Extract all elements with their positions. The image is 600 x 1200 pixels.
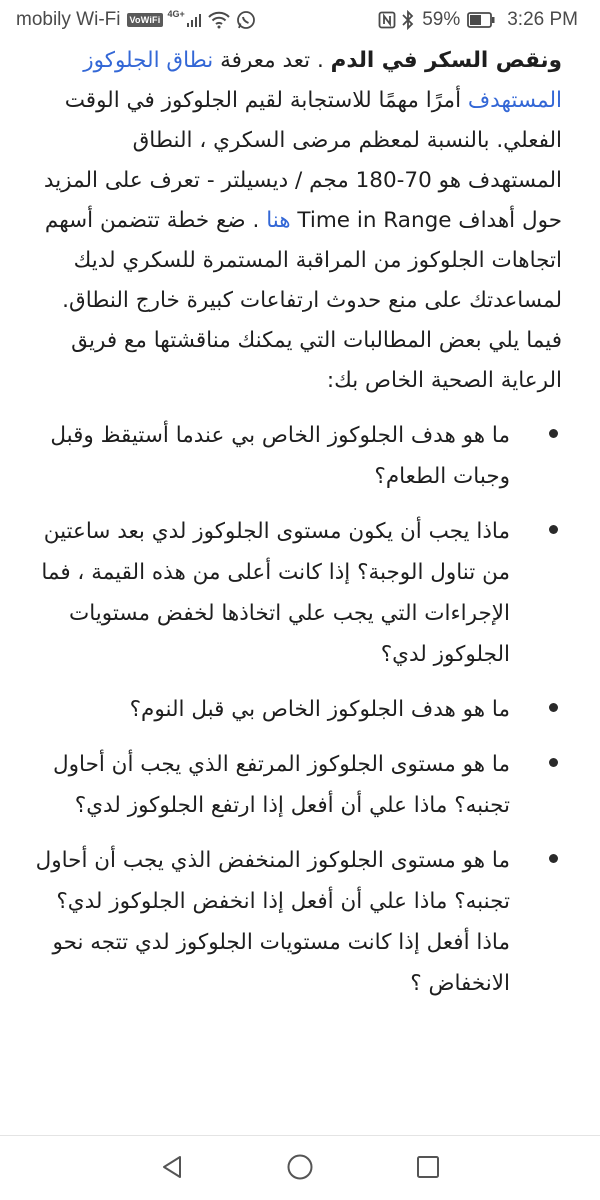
time-in-range-text: Time in Range <box>297 208 452 233</box>
wifi-icon <box>208 11 230 29</box>
intro-text-1: . تعد معرفة <box>213 48 331 73</box>
lead-bold-text: ونقص السكر في الدم <box>330 48 562 73</box>
article-scroll-area[interactable] <box>0 40 600 1135</box>
status-left <box>16 0 262 40</box>
bluetooth-icon <box>402 10 414 30</box>
recents-icon <box>416 1155 440 1183</box>
whatsapp-icon <box>236 10 256 30</box>
status-bar <box>0 0 600 40</box>
intro-text-2: أمرًا مهمًا للاستجابة لقيم الجلوكوز في الوقت الفعلي. بالنسبة لمعظم مرضى السكري ، النطاق المستهدف هو 70-180 مجم / ديسيلتر - تعرف على المزيد حول أهداف <box>43 88 562 233</box>
list-item: ما هو مستوى الجلوكوز المنخفض الذي يجب أن أحاول تجنبه؟ ماذا علي أن أفعل إذا انخفض الجلوكوز لدي؟ ماذا أفعل إذا كانت مستويات الجلوكوز لدي تتجه نحو الانخفاض ؟ <box>34 840 562 1004</box>
article-body <box>0 40 600 1004</box>
navigation-bar <box>0 1135 600 1200</box>
status-right <box>378 0 578 40</box>
link-here[interactable]: هنا <box>266 208 291 233</box>
clock: 3:26 PM <box>507 9 578 30</box>
intro-text-3: . ضع خطة تتضمن أسهم اتجاهات الجلوكوز من المراقبة المستمرة للسكري لديك لمساعدتك على منع حدوث ارتفاعات كبيرة خارج النطاق. فيما يلي بعض المطالبات التي يمكنك مناقشتها مع فريق الرعاية الصحية الخاص بك: <box>44 208 562 393</box>
vowifi-badge: VoWiFi <box>127 13 164 27</box>
recents-button[interactable] <box>413 1154 443 1184</box>
list-item: ما هو هدف الجلوكوز الخاص بي عندما أستيقظ وقبل وجبات الطعام؟ <box>34 415 562 497</box>
list-item: ماذا يجب أن يكون مستوى الجلوكوز لدي بعد ساعتين من تناول الوجبة؟ إذا كانت أعلى من هذه القيمة ، فما الإجراءات التي يجب علي اتخاذها لخفض مستويات الجلوكوز لدي؟ <box>34 511 562 675</box>
list-item: ما هو هدف الجلوكوز الخاص بي قبل النوم؟ <box>34 689 562 730</box>
list-item: ما هو مستوى الجلوكوز المرتفع الذي يجب أن أحاول تجنبه؟ ماذا علي أن أفعل إذا ارتفع الجلوكوز لدي؟ <box>34 744 562 826</box>
link-target-range[interactable]: نطاق الجلوكوز المستهدف <box>83 48 562 113</box>
home-button[interactable] <box>285 1154 315 1184</box>
questions-list <box>34 415 562 1004</box>
nfc-icon <box>378 11 396 29</box>
battery-percent: 59% <box>422 9 461 30</box>
network-type: 4G+ <box>167 9 185 19</box>
home-icon <box>286 1153 314 1185</box>
back-button[interactable] <box>157 1154 187 1184</box>
carrier-name: mobily Wi-Fi <box>16 9 121 30</box>
signal-icon <box>186 12 202 28</box>
intro-paragraph <box>34 40 562 401</box>
back-icon <box>161 1155 183 1183</box>
battery-icon <box>467 12 495 28</box>
